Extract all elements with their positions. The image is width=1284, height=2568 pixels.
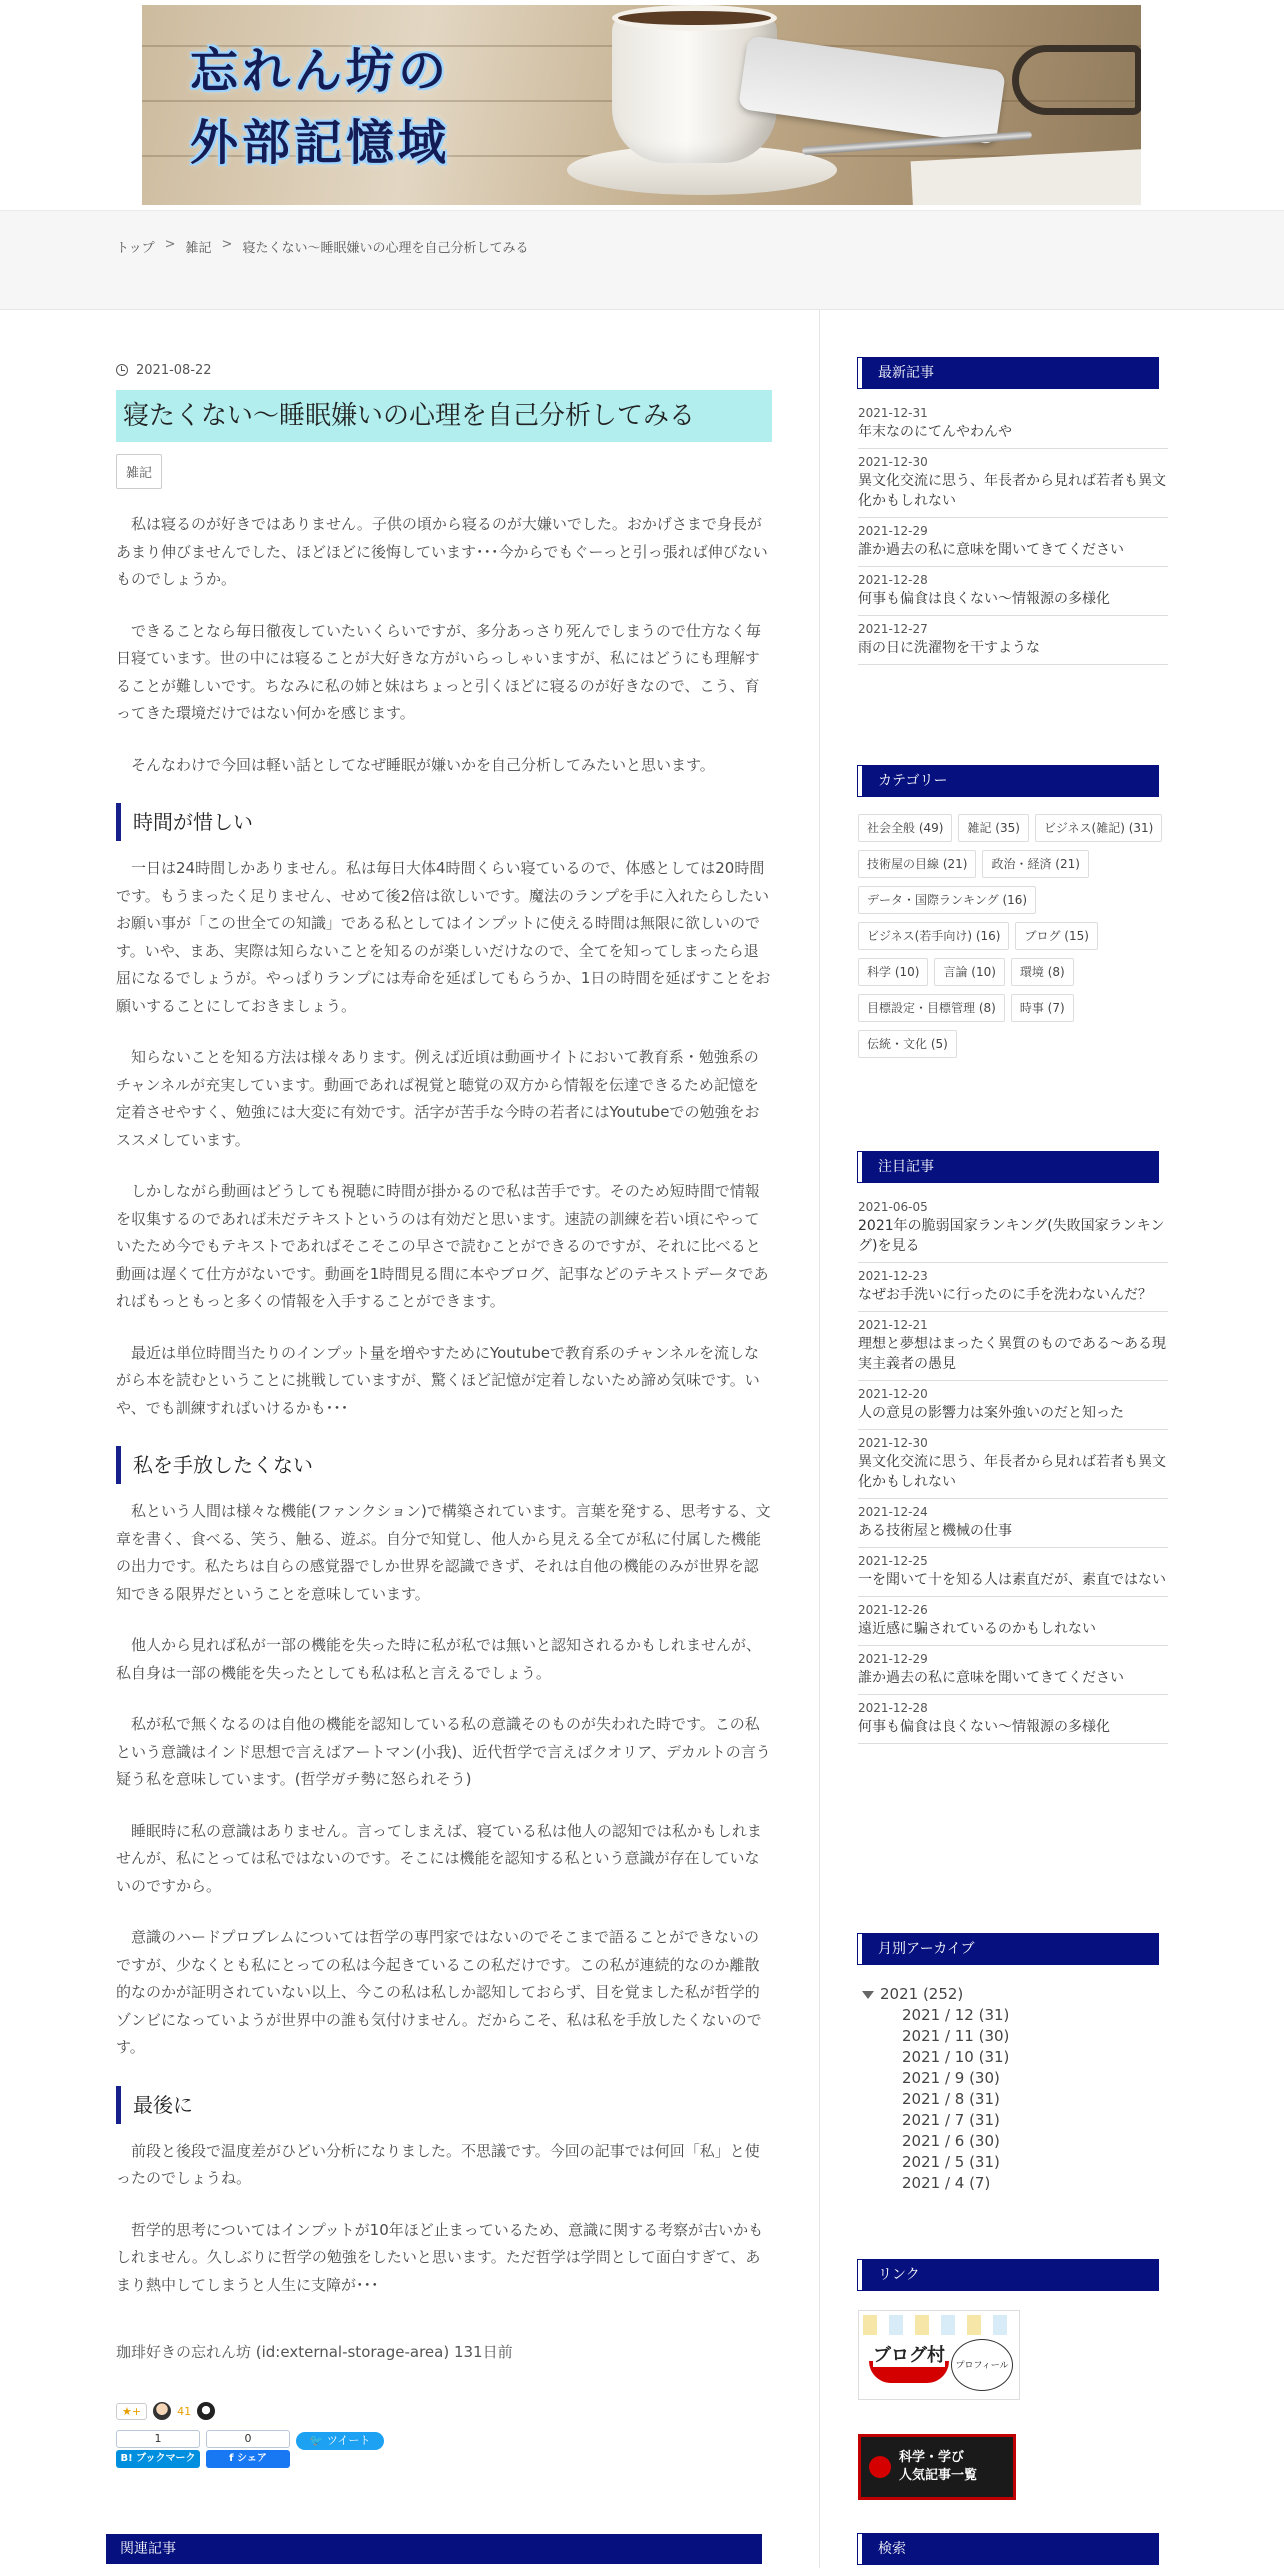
archive-month-list	[858, 2005, 1168, 2194]
archive-month-link[interactable]: 2021 / 10 (31)	[902, 2048, 1010, 2066]
archive-month-link[interactable]: 2021 / 7 (31)	[902, 2111, 1000, 2129]
sidebar-article-item	[858, 1499, 1168, 1548]
article-link[interactable]: 雨の日に洗濯物を干すような	[858, 640, 1040, 656]
article-link[interactable]: 2021年の脆弱国家ランキング(失敗国家ランキング)を見る	[858, 1218, 1165, 1254]
category-link[interactable]: 伝統・文化 (5)	[858, 1030, 957, 1058]
sidebar-article-item	[858, 1263, 1168, 1312]
article-date: 2021-12-23	[858, 1269, 928, 1283]
archive-year-toggle[interactable]	[858, 1984, 1168, 2005]
breadcrumb-category[interactable]: 雑記	[185, 241, 212, 256]
article-link[interactable]: なぜお手洗いに行ったのに手を洗わないんだ？	[858, 1287, 1152, 1303]
breadcrumb	[116, 237, 528, 256]
archive-month-link[interactable]: 2021 / 12 (31)	[902, 2006, 1010, 2024]
paragraph: 意識のハードプロブレムについては哲学の専門家ではないのでそこまで語ることができないのですが、少なくとも私にとっての私は今起きているこの私だけです。この私が連続的なのか離散的なのかが証明されていない以上、今この私は私しか認知しておらず、目を覚ました私が哲学的ゾンビになっていようが世界中の誰も気付けません。だからこそ、私は私を手放したくないのです。	[116, 1928, 762, 2056]
facebook-count: 0	[206, 2430, 290, 2448]
article	[116, 360, 772, 2468]
sidebar-article-item	[858, 449, 1168, 518]
article-date: 2021-12-30	[858, 455, 928, 469]
column-divider	[819, 310, 820, 2568]
article-date: 2021-12-28	[858, 1701, 928, 1715]
science-ranking-line2: 人気記事一覧	[899, 2468, 978, 2483]
header-banner-link[interactable]	[142, 5, 1141, 205]
archive-year-label: 2021 (252)	[880, 1985, 964, 2003]
sidebar-article-item	[858, 1430, 1168, 1499]
science-icon	[869, 2456, 891, 2478]
widget-categories	[858, 766, 1168, 1058]
sidebar-article-item	[858, 1597, 1168, 1646]
hatena-bookmark-share[interactable]	[116, 2430, 200, 2468]
archive-month-link[interactable]: 2021 / 5 (31)	[902, 2153, 1000, 2171]
paragraph: しかしながら動画はどうしても視聴に時間が掛かるので私は苦手です。そのため短時間で情報を収集するのであれば未だテキストというのは有効だと思います。速読の訓練を若い頃にやっていたため今でもテキストであればそこそこの早さで読むことができるのですが、それに比べると動画は遅くて仕方がないです。動画を1時間見る間に本やブログ、記事などのテキストデータであればもっともっと多くの情報を入手することができます。	[116, 1182, 769, 1310]
archive-month-link[interactable]: 2021 / 9 (30)	[902, 2069, 1000, 2087]
breadcrumb-top[interactable]: トップ	[116, 241, 155, 256]
archive-month-link[interactable]: 2021 / 6 (30)	[902, 2132, 1000, 2150]
article-date: 2021-12-30	[858, 1436, 928, 1450]
add-star-button[interactable]: ★+	[116, 2403, 147, 2420]
archive-month-link[interactable]: 2021 / 8 (31)	[902, 2090, 1000, 2108]
post-date	[116, 360, 772, 380]
article-link[interactable]: 何事も偏食は良くない〜情報源の多様化	[858, 591, 1110, 607]
paragraph: 他人から見れば私が一部の機能を失った時に私が私では無いと認知されるかもしれませんが、私自身は一部の機能を失ったとしても私は私と言えるでしょう。	[116, 1636, 762, 1682]
sidebar-article-item	[858, 1646, 1168, 1695]
featured-list	[858, 1198, 1168, 1744]
star-count: 41	[177, 2404, 192, 2418]
article-link[interactable]: 異文化交流に思う、年長者から見れば若者も異文化かもしれない	[858, 1454, 1166, 1490]
site-title-line2: 外部記憶域	[190, 115, 451, 171]
category-link[interactable]: 技術屋の目線 (21)	[858, 850, 976, 878]
tweet-button[interactable]	[296, 2432, 384, 2450]
widget-archive	[858, 1934, 1168, 2194]
related-articles-title: 関連記事	[106, 2534, 762, 2564]
article-link[interactable]: 理想と夢想はまったく異質のものである～ある現実主義者の愚見	[858, 1336, 1166, 1372]
sidebar-article-item	[858, 1312, 1168, 1381]
category-link[interactable]: ビジネス(雑記) (31)	[1035, 814, 1162, 842]
category-link[interactable]: 社会全般 (49)	[858, 814, 952, 842]
category-link[interactable]: 環境 (8)	[1011, 958, 1074, 986]
article-date: 2021-12-29	[858, 1652, 928, 1666]
category-link[interactable]: 雑記 (35)	[958, 814, 1028, 842]
paragraph: できることなら毎日徹夜していたいくらいですが、多分あっさり死んでしまうので仕方なく毎日寝ています。世の中には寝ることが大好きな方がいらっしゃいますが、私にはどうにも理解することが難しいです。ちなみに私の姉と妹はちょっと引くほどに寝るのが好きなので、こう、育ってきた環境だけではない何かを感じます。	[116, 621, 761, 722]
banner-decoration	[863, 2315, 1015, 2335]
sidebar-article-item	[858, 1381, 1168, 1430]
paragraph: 知らないことを知る方法は様々あります。例えば近頃は動画サイトにおいて教育系・勉強系のチャンネルが充実しています。動画であれば視覚と聴覚の双方から情報を伝達できるため記憶を定着させやすく、勉強には大変に有効です。活字が苦手な今時の若者にはYoutubeでの勉強をおススメしています。	[116, 1048, 760, 1149]
section-heading: 最後に	[116, 2086, 772, 2124]
triangle-down-icon	[862, 1991, 874, 1999]
author-byline[interactable]: 珈琲好きの忘れん坊 (id:external-storage-area) 131日前	[116, 2343, 513, 2361]
recent-list	[858, 404, 1168, 665]
facebook-share[interactable]	[206, 2430, 290, 2468]
sidebar-article-item	[858, 1548, 1168, 1597]
post-category-tag[interactable]: 雑記	[116, 454, 162, 489]
archive-tree	[858, 1984, 1168, 2194]
paragraph: 私という人間は様々な機能(ファンクション)で構築されています。言葉を発する、思考する、文章を書く、食べる、笑う、触る、遊ぶ。自分で知覚し、他人から見える全てが私に付属した機能の出力です。私たちは自らの感覚器でしか世界を認識できず、それは自他の機能のみが世界を認知できる限界だということを意味しています。	[116, 1502, 771, 1603]
section-heading: 時間が惜しい	[116, 803, 772, 841]
category-link[interactable]: 政治・経済 (21)	[982, 850, 1088, 878]
article-link[interactable]: 人の意見の影響力は案外強いのだと知った	[858, 1405, 1124, 1421]
paragraph: 睡眠時に私の意識はありません。言ってしまえば、寝ている私は他人の認知では私かもしれませんが、私にとっては私ではないのです。そこには機能を認知する私という意識が存在していないのですから。	[116, 1821, 762, 1895]
article-date: 2021-06-05	[858, 1200, 928, 1214]
article-link[interactable]: 誰か過去の私に意味を聞いてきてください	[858, 1670, 1124, 1686]
paragraph: 哲学的思考についてはインプットが10年ほど止まっているため、意識に関する考察が古いかもしれません。久しぶりに哲学の勉強をしたいと思います。ただ哲学は学問として面白すぎて、あまり熱中してしまうと人生に支障が･･･	[116, 2220, 764, 2294]
hatena-count: 1	[116, 2430, 200, 2448]
hatena-bookmark-button[interactable]: B! ブックマーク	[116, 2450, 200, 2468]
facebook-share-button[interactable]	[206, 2450, 290, 2468]
science-ranking-line1: 科学・学び	[899, 2450, 965, 2465]
sidebar-article-item	[858, 1198, 1168, 1263]
widget-title-categories: カテゴリー	[858, 766, 1158, 796]
sidebar-article-item	[858, 518, 1168, 567]
science-ranking-banner-link[interactable]	[858, 2434, 1016, 2500]
site-title-line1: 忘れん坊の	[190, 43, 451, 99]
article-link[interactable]: 誰か過去の私に意味を聞いてきてください	[858, 542, 1124, 558]
phone-graphic	[738, 35, 1006, 144]
article-date: 2021-12-25	[858, 1554, 928, 1568]
paragraph: 一日は24時間しかありません。私は毎日大体4時間くらい寝ているので、体感としては20時間です。もうまったく足りません、せめて後2倍は欲しいです。魔法のランプを手に入れたらしたいお願い事が「この世全ての知識」である私としてはインプットに使える時間は無限に欲しいのです。いや、まあ、実際は知らないことを知るのが楽しいだけなので、全てを知ってしまったら退屈になるでしょうが。やっぱりランプには寿命を延ばしてもらうか、1日の時間を延ばすことをお願いすることにしておきましょう。	[116, 859, 771, 1015]
site-header	[0, 0, 1284, 210]
category-list	[858, 814, 1168, 1058]
category-link[interactable]: 目標設定・目標管理 (8)	[858, 994, 1005, 1022]
widget-title-links: リンク	[858, 2260, 1158, 2290]
widget-title-featured: 注目記事	[858, 1152, 1158, 1182]
category-link[interactable]: 科学 (10)	[858, 958, 928, 986]
article-date: 2021-12-20	[858, 1387, 928, 1401]
paragraph: そんなわけで今回は軽い話としてなぜ睡眠が嫌いかを自己分析してみたいと思います。	[131, 755, 715, 774]
widget-featured	[858, 1152, 1168, 1744]
post-date-text: 2021-08-22	[136, 362, 212, 378]
breadcrumb-band	[0, 210, 1284, 310]
sidebar-article-item	[858, 567, 1168, 616]
profile-circle: プロフィール	[951, 2339, 1013, 2391]
article-date: 2021-12-31	[858, 406, 928, 420]
category-link[interactable]: 言論 (10)	[934, 958, 1004, 986]
facebook-share-label: シェア	[237, 2453, 267, 2464]
article-date: 2021-12-26	[858, 1603, 928, 1617]
user-avatar-icon[interactable]	[197, 2402, 215, 2420]
article-link[interactable]: 一を聞いて十を知る人は素直だが、素直ではない	[858, 1572, 1166, 1588]
share-buttons	[116, 2430, 772, 2468]
blogmura-label: ブログ村	[873, 2341, 945, 2367]
category-link[interactable]: 時事 (7)	[1011, 994, 1074, 1022]
breadcrumb-separator: >	[221, 237, 233, 252]
paragraph: 前段と後段で温度差がひどい分析になりました。不思議です。今回の記事では何回「私」と使ったのでしょうね。	[116, 2141, 760, 2187]
sidebar-article-item	[858, 1695, 1168, 1744]
paragraph: 最近は単位時間当たりのインプット量を増やすためにYoutubeで教育系のチャンネルを流しながら本を読むということに挑戦していますが、驚くほど記憶が定着しないため諦め気味です。いや、でも訓練すればいけるかも･･･	[116, 1343, 760, 1417]
article-date: 2021-12-28	[858, 573, 928, 587]
user-avatar-icon[interactable]	[153, 2402, 171, 2420]
article-date: 2021-12-27	[858, 622, 928, 636]
article-date: 2021-12-29	[858, 524, 928, 538]
widget-title-recent: 最新記事	[858, 358, 1158, 388]
article-link[interactable]: ある技術屋と機械の仕事	[858, 1523, 1012, 1539]
article-link[interactable]: 何事も偏食は良くない〜情報源の多様化	[858, 1719, 1110, 1735]
category-link[interactable]: データ・国際ランキング (16)	[858, 886, 1036, 914]
breadcrumb-separator: >	[164, 237, 176, 252]
widget-links	[858, 2260, 1168, 2500]
sidebar-article-item	[858, 404, 1168, 449]
archive-month-link[interactable]: 2021 / 4 (7)	[902, 2174, 991, 2192]
section-heading: 私を手放したくない	[116, 1446, 772, 1484]
sidebar-article-item	[858, 616, 1168, 665]
tweet-label: ツイート	[326, 2434, 371, 2447]
facebook-icon: f	[229, 2453, 238, 2464]
article-date: 2021-12-21	[858, 1318, 928, 1332]
widget-recent	[858, 358, 1168, 665]
paragraph: 私が私で無くなるのは自他の機能を認知している私の意識そのものが失われた時です。この私という意識はインド思想で言えばアートマン(小我)、近代哲学で言えばクオリア、デカルトの言う疑う私を意味しています。(哲学ガチ勢に怒られそう)	[116, 1715, 771, 1788]
glasses-graphic	[1012, 45, 1141, 115]
category-link[interactable]: ビジネス(若手向け) (16)	[858, 922, 1009, 950]
post-title: 寝たくない～睡眠嫌いの心理を自己分析してみる	[116, 390, 772, 442]
widget-search	[858, 2534, 1168, 2564]
category-link[interactable]: ブログ (15)	[1015, 922, 1097, 950]
article-link[interactable]: 異文化交流に思う、年長者から見れば若者も異文化かもしれない	[858, 473, 1166, 509]
twitter-bird-icon: 🐦	[309, 2434, 327, 2447]
archive-month-link[interactable]: 2021 / 11 (30)	[902, 2027, 1010, 2045]
article-link[interactable]: 遠近感に騙されているのかもしれない	[858, 1621, 1096, 1637]
post-body	[116, 511, 772, 2299]
blogmura-banner-link[interactable]	[858, 2310, 1020, 2400]
article-link[interactable]: 年末なのにてんやわんや	[858, 424, 1012, 440]
pen-graphic	[802, 131, 1032, 155]
widget-title-search: 検索	[858, 2534, 1158, 2564]
breadcrumb-current: 寝たくない～睡眠嫌いの心理を自己分析してみる	[242, 241, 529, 256]
star-area	[116, 2402, 772, 2420]
widget-title-archive: 月別アーカイブ	[858, 1934, 1158, 1964]
clock-icon	[116, 364, 128, 376]
paragraph: 私は寝るのが好きではありません。子供の頃から寝るのが大嫌いでした。おかげさまで身長があまり伸びませんでした、ほどほどに後悔しています･･･今からでもぐーっと引っ張れば伸びないものでしょうか。	[116, 515, 768, 588]
site-title	[190, 35, 450, 179]
article-date: 2021-12-24	[858, 1505, 928, 1519]
science-ranking-text	[899, 2449, 977, 2485]
